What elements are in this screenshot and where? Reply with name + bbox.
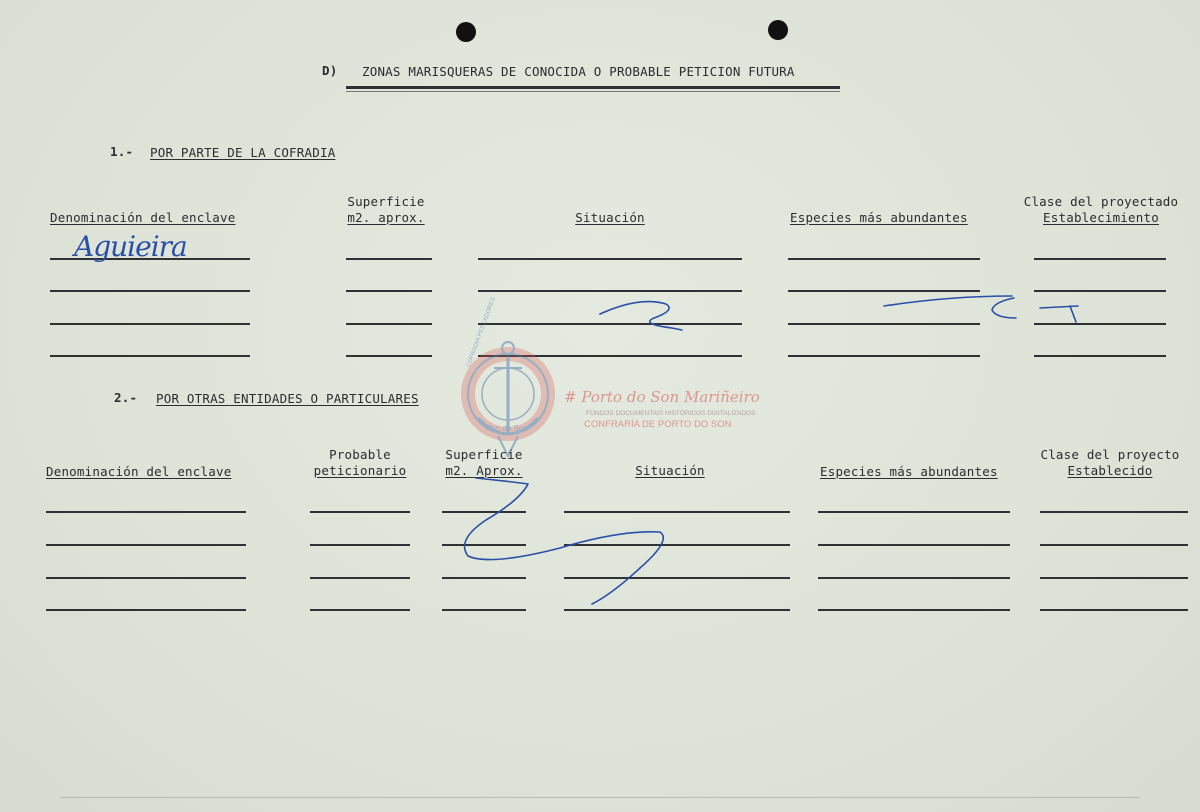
s1-line — [1034, 355, 1166, 357]
s2-line — [310, 511, 410, 513]
watermark-seal-bottom: Pto. do Son — [486, 424, 528, 433]
s2-line — [442, 577, 526, 579]
s1-line — [50, 290, 250, 292]
s1-col-denominacion: Denominación del enclave — [50, 210, 236, 225]
s2-line — [818, 544, 1010, 546]
s1-line — [478, 290, 742, 292]
s1-line — [788, 258, 980, 260]
s1-col-situacion: Situación — [575, 210, 645, 225]
s1-col-superficie-1: Superficie — [347, 194, 425, 209]
s1-line — [478, 323, 742, 325]
s1-line — [788, 355, 980, 357]
section1-number: 1.- — [110, 144, 134, 159]
s2-line — [1040, 609, 1188, 611]
s1-col-especies: Especies más abundantes — [790, 210, 968, 225]
pen-stroke-s1-especies — [884, 296, 1012, 306]
pen-scribble-s1-situacion — [600, 302, 682, 330]
s1-line — [346, 355, 432, 357]
watermark-brand: # Porto do Son Mariñeiro — [564, 388, 760, 406]
punch-hole-left — [456, 22, 476, 42]
punch-hole-right — [768, 20, 788, 40]
s1-line — [1034, 258, 1166, 260]
s2-line — [1040, 577, 1188, 579]
section2-number: 2.- — [114, 390, 138, 405]
s1-col-superficie-2: m2. aprox. — [347, 210, 425, 225]
pen-hook-s1-especies — [992, 298, 1016, 318]
s1-line — [346, 258, 432, 260]
s2-line — [564, 577, 790, 579]
s1-line — [1034, 290, 1166, 292]
s2-col-superficie-1: Superficie — [445, 447, 523, 462]
s2-col-peticionario-2: peticionario — [313, 463, 407, 478]
section1-title: POR PARTE DE LA COFRADIA — [150, 145, 336, 160]
s2-line — [46, 577, 246, 579]
s2-line — [564, 544, 790, 546]
s2-line — [818, 609, 1010, 611]
s2-line — [818, 577, 1010, 579]
s1-line — [50, 323, 250, 325]
s2-col-superficie-2: m2. Aprox. — [445, 463, 523, 478]
s1-line — [478, 258, 742, 260]
s2-line — [442, 544, 526, 546]
s1-line — [346, 323, 432, 325]
s1-col-clase-2: Establecimiento — [1043, 210, 1159, 225]
bottom-fold-line — [60, 797, 1140, 798]
s1-line — [50, 355, 250, 357]
s1-col-clase-1: Clase del proyectado — [1023, 194, 1179, 209]
s2-line — [442, 511, 526, 513]
watermark-org: CONFRARÍA DE PORTO DO SON — [584, 419, 732, 430]
s2-line — [46, 609, 246, 611]
s2-line — [46, 544, 246, 546]
watermark-subtitle: FONDOS DOCUMENTAIS HISTÓRICOS DIXITALIZADOS — [586, 410, 756, 417]
section2-title: POR OTRAS ENTIDADES O PARTICULARES — [156, 391, 419, 406]
s2-col-denominacion: Denominación del enclave — [46, 464, 232, 479]
document-title: ZONAS MARISQUERAS DE CONOCIDA O PROBABLE PETICION FUTURA — [362, 64, 795, 79]
s1-line — [788, 290, 980, 292]
s2-line — [564, 609, 790, 611]
pen-scribble-s2 — [465, 478, 664, 604]
s2-col-peticionario-1: Probable — [329, 447, 391, 462]
s2-col-clase-2: Establecido — [1067, 463, 1153, 478]
title-rule — [346, 86, 840, 89]
section-letter: D) — [322, 63, 338, 78]
s2-line — [46, 511, 246, 513]
s1-line — [788, 323, 980, 325]
s2-col-situacion: Situación — [635, 463, 705, 478]
s1-line — [1034, 323, 1166, 325]
s2-line — [1040, 511, 1188, 513]
s2-line — [310, 609, 410, 611]
s2-col-especies: Especies más abundantes — [820, 464, 998, 479]
s1-line — [346, 290, 432, 292]
s2-line — [564, 511, 790, 513]
watermark-seal-top: COFRADIA PESCADORES — [466, 296, 497, 369]
s2-line — [1040, 544, 1188, 546]
s2-line — [442, 609, 526, 611]
s2-line — [818, 511, 1010, 513]
pen-mark-s1-clase — [1040, 306, 1078, 322]
s2-line — [310, 544, 410, 546]
title-rule-2 — [346, 91, 840, 92]
s2-col-clase-1: Clase del proyecto — [1040, 447, 1180, 462]
s2-line — [310, 577, 410, 579]
handwritten-entry-aguieira: Aguieira — [74, 230, 187, 263]
